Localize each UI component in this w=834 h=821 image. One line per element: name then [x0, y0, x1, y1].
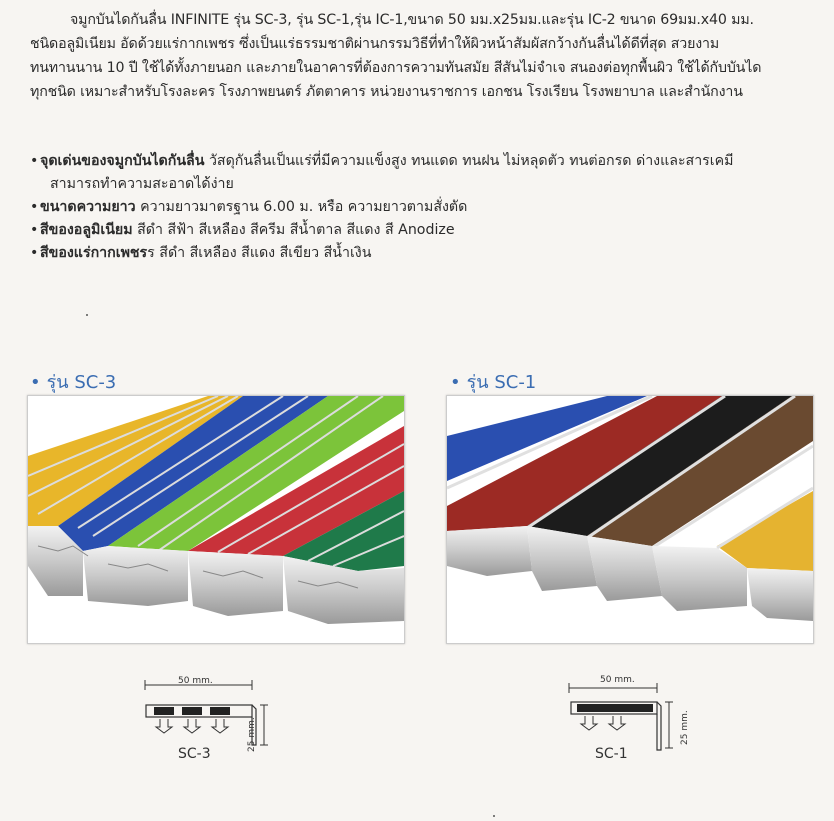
intro-line-2: ชนิดอลูมิเนียม อัดด้วยแร่กากเพชร ซึ่งเป็นแร่ธรรมชาติผ่านกรรมวิธีที่ทำให้ผิวหน้าสัมผัสกว้างกันลื่นได้ดีที่สุด สวยงาม [30, 36, 720, 52]
intro-line-3: ทนทานนาน 10 ปี ใช้ได้ทั้งภายนอก และภายในอาคารที่ต้องการความทันสมัย สีสันไม่จำเจ สนองต่อทุกพื้นผิว ใช้ได้กับบันได [30, 60, 762, 76]
intro-line-1: จมูกบันไดกันลื่น INFINITE รุ่น SC-3, รุ่น SC-1,รุ่น IC-1,ขนาด 50 มม.x25มม.และรุ่น IC-2 ขนาด 69มม.x40 มม. [70, 12, 754, 28]
model-title-text: รุ่น SC-1 [466, 372, 537, 393]
feature-label: จุดเด่นของจมูกบันไดกันลื่น [40, 153, 205, 169]
product-photo-sc1 [446, 395, 814, 644]
intro-paragraph [30, 8, 810, 104]
feature-item-grit-color [30, 242, 810, 265]
intro-line-4: ทุกชนิด เหมาะสำหรับโรงละคร โรงภาพยนตร์ ภัตตาคาร หน่วยงานราชการ เอกชน โรงเรียน โรงพยาบาล และสำนักงาน [30, 84, 743, 100]
bullet-icon: • [450, 372, 461, 393]
product-photo-sc3 [27, 395, 405, 644]
model-title-sc1 [450, 367, 536, 396]
feature-label: สีของอลูมิเนียม [40, 222, 133, 238]
sc1-photo-illustration [447, 396, 813, 643]
sc3-width-dimension: 50 mm. [178, 676, 213, 686]
sc3-profile-label: SC-3 [178, 746, 211, 762]
feature-text: สีดำ สีฟ้า สีเหลือง สีครีม สีน้ำตาล สีแดง สี Anodize [132, 222, 455, 238]
feature-text: วัสดุกันลื่นเป็นแร่ที่มีความแข็งสูง ทนแดด ทนฝน ไม่หลุดตัว ทนต่อกรด ด่างและสารเคมี [204, 153, 734, 169]
feature-text: ร สีดำ สีเหลือง สีแดง สีเขียว สีน้ำเงิน [147, 245, 372, 261]
sc1-width-dimension: 50 mm. [600, 675, 635, 685]
feature-list [30, 150, 810, 265]
model-title-sc3 [30, 367, 116, 396]
feature-continuation: สามารถทำความสะอาดได้ง่าย [50, 176, 234, 192]
sc3-height-dimension: 25 mm. [247, 717, 257, 752]
stray-dot [493, 815, 495, 817]
model-title-text: รุ่น SC-3 [46, 372, 117, 393]
feature-item-highlight [30, 150, 810, 196]
feature-text: ความยาวมาตรฐาน 6.00 ม. หรือ ความยาวตามสั่งตัด [135, 199, 468, 215]
sc1-height-dimension: 25 mm. [680, 710, 690, 745]
feature-item-aluminium-color [30, 219, 810, 242]
feature-label: ขนาดความยาว [40, 199, 136, 215]
stray-dot [86, 314, 88, 316]
feature-label: สีของแร่กากเพชร [40, 245, 148, 261]
feature-item-length [30, 196, 810, 219]
sc1-profile-label: SC-1 [595, 746, 628, 762]
sc3-photo-illustration [28, 396, 404, 643]
bullet-icon: • [30, 372, 41, 393]
